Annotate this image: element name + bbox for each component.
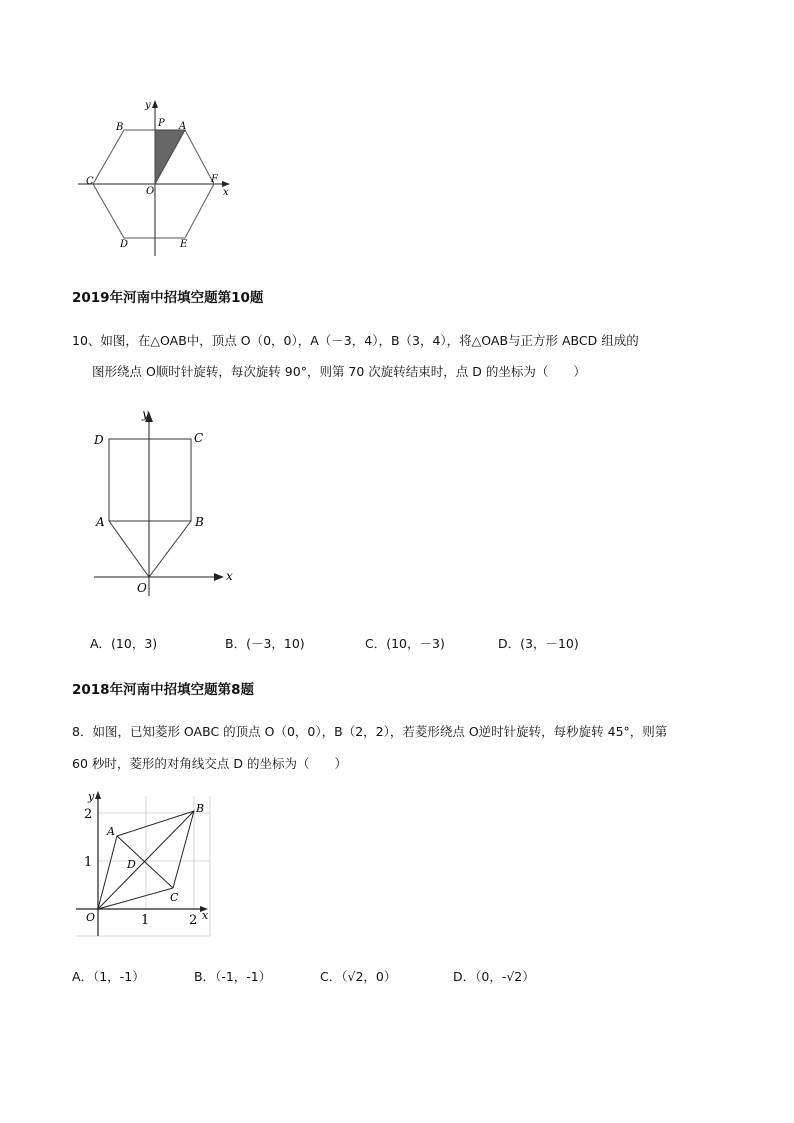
label-O: O — [146, 186, 155, 197]
label-O: O — [137, 581, 147, 595]
label-C: C — [170, 891, 179, 904]
answer-options — [0, 967, 794, 987]
section-heading: 2019年河南中招填空题第10题 — [72, 290, 264, 306]
label-A: A — [96, 515, 105, 529]
label-D: D — [127, 858, 136, 871]
question-text: 60 秒时，菱形的对角线交点 D 的坐标为（ ） — [72, 756, 347, 771]
label-A: A — [107, 825, 115, 838]
label-P: P — [158, 118, 165, 129]
label-D: D — [120, 239, 129, 250]
tick-label-x2: 2 — [189, 913, 198, 928]
question-text: 8．如图，已知菱形 OABC 的顶点 O（0，0），B（2，2），若菱形绕点 O逆时针旋转，每秒旋转 45°，则第 — [72, 724, 668, 739]
shaded-triangle — [155, 130, 185, 184]
label-B: B — [116, 122, 124, 133]
option-c[interactable]: C．(10，－3) — [365, 636, 445, 651]
label-C: C — [194, 431, 204, 445]
square-triangle-figure — [88, 408, 238, 598]
question-text: 图形绕点 O顺时针旋转，每次旋转 90°，则第 70 次旋转结束时，点 D 的坐标为（ ） — [92, 364, 586, 379]
label-x: x — [223, 187, 229, 198]
label-B: B — [196, 802, 205, 815]
option-c[interactable]: C．（√2，0） — [320, 969, 397, 984]
label-F: F — [211, 174, 218, 185]
label-y: y — [145, 100, 151, 111]
label-y: y — [88, 790, 95, 803]
label-y: y — [142, 408, 149, 421]
hexagon-figure — [78, 98, 238, 258]
option-b[interactable]: B．(－3，10) — [225, 636, 305, 651]
rhombus-figure — [70, 788, 216, 940]
label-E: E — [180, 239, 188, 250]
option-d[interactable]: D．(3，－10) — [498, 636, 579, 651]
tick-label-y1: 1 — [84, 855, 93, 870]
label-x: x — [226, 569, 233, 583]
option-d[interactable]: D．（0，-√2） — [453, 969, 535, 984]
option-b[interactable]: B．（-1，-1） — [194, 969, 272, 984]
label-C: C — [86, 176, 94, 187]
answer-options — [0, 634, 794, 654]
option-a[interactable]: A．(10，3) — [90, 636, 158, 651]
option-a[interactable]: A．（1，-1） — [72, 969, 145, 984]
tick-label-y2: 2 — [84, 807, 93, 822]
label-x: x — [202, 909, 209, 922]
question-text: 10、如图，在△OAB中，顶点 O（0，0），A（－3，4），B（3，4），将△OAB与正方形 ABCD 组成的 — [72, 333, 639, 348]
label-A: A — [179, 121, 187, 132]
section-heading: 2018年河南中招填空题第8题 — [72, 682, 254, 698]
label-B: B — [195, 515, 204, 529]
tick-label-x1: 1 — [141, 913, 150, 928]
label-O: O — [86, 911, 96, 924]
label-D: D — [94, 433, 104, 447]
